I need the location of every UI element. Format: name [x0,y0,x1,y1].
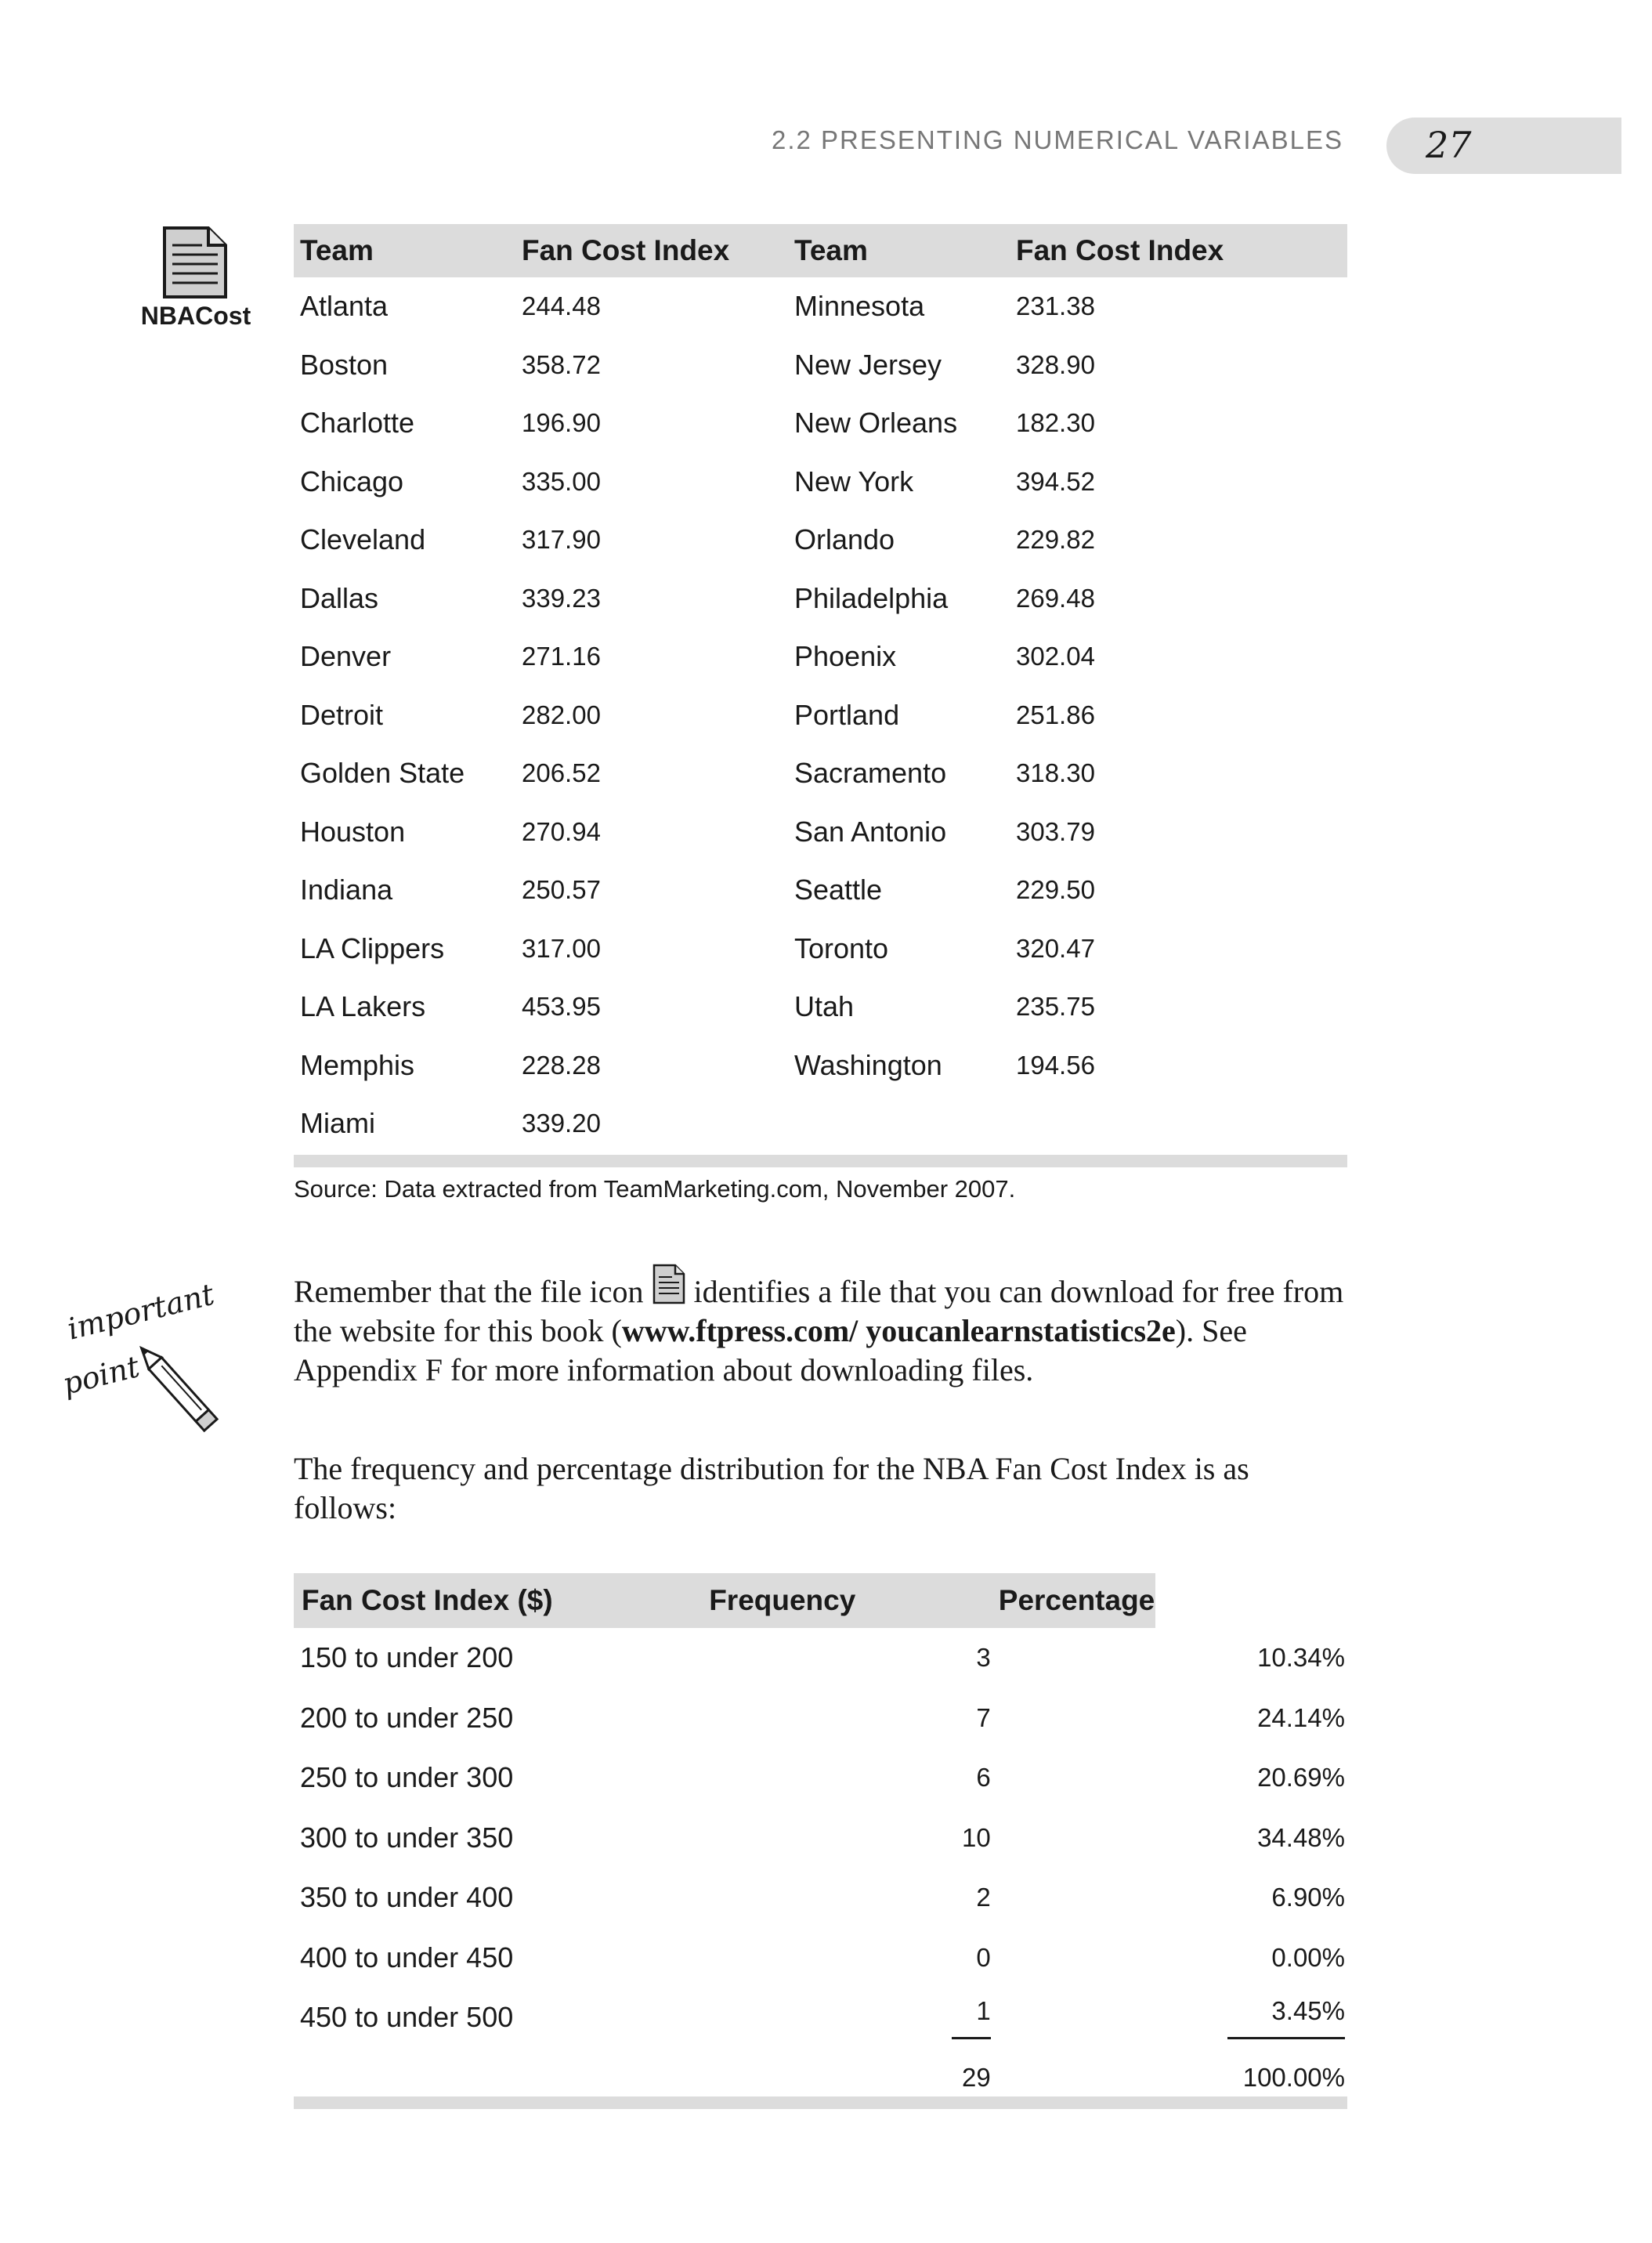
fan-cost-index: 196.90 [522,408,601,438]
fan-cost-index: 244.48 [522,291,601,321]
fan-cost-index: 269.48 [1016,583,1095,613]
download-paragraph [294,1263,1347,1390]
team-name: New Orleans [794,407,958,440]
team-name: Washington [794,1048,942,1081]
file-icon[interactable] [157,222,235,300]
team-name: LA Clippers [300,932,445,964]
fan-cost-index: 358.72 [522,349,601,379]
cost-range: 250 to under 300 [300,1761,514,1794]
team-name: Toronto [794,932,889,964]
freq-header-range: Fan Cost Index ($) [294,1573,701,1628]
table-row [294,1036,1347,1095]
table-row [294,1748,1347,1808]
spacer [991,1688,1156,1749]
spacer [991,1748,1156,1808]
percentage-value-text: 3.45% [1227,1996,1345,2039]
freq-header-percentage: Percentage [991,1573,1156,1628]
spacer [1346,1808,1347,1869]
header-index-1: Fan Cost Index [515,224,788,277]
table-row [294,1988,1347,2048]
fan-cost-index: 194.56 [1016,1050,1095,1080]
frequency-value-text: 1 [952,1996,991,2039]
percentage-value [1155,1988,1346,2048]
header-team-2: Team [788,224,1010,277]
fan-cost-index: 394.52 [1016,466,1095,496]
team-name: Golden State [300,757,465,790]
fan-cost-index: 282.00 [522,700,601,729]
frequency-table [294,1573,1347,2107]
file-label: NBACost [140,302,251,330]
table-row [294,1808,1347,1869]
distribution-intro: The frequency and percentage distribution for the NBA Fan Cost Index is as follows: [294,1451,1249,1525]
percentage-value: 0.00% [1271,1942,1345,1972]
team-name: Cleveland [300,523,426,556]
spacer [991,1868,1156,1928]
spacer [991,1628,1156,1688]
team-name: Indiana [300,874,393,906]
table-row [294,686,1347,745]
team-fan-cost-table [294,224,1347,1153]
fan-cost-index: 182.30 [1016,408,1095,438]
inline-file-icon [652,1263,686,1305]
table-row [294,920,1347,979]
table-row [294,453,1347,512]
table-row [294,628,1347,686]
table-row [294,277,1347,336]
frequency-value: 3 [976,1643,991,1673]
running-head: 2.2 PRESENTING NUMERICAL VARIABLES [771,125,1343,154]
freq-table-bottom-rule [294,2096,1347,2109]
team-name: Denver [300,640,392,673]
team-name: Dallas [300,581,379,614]
fan-cost-index: 302.04 [1016,642,1095,671]
team-name: Detroit [300,698,384,731]
fan-cost-index: 328.90 [1016,349,1095,379]
para1-text-b: identifies a file that you can download for free from the website for this book ( [294,1274,1344,1348]
percentage-value: 20.69% [1257,1763,1345,1793]
cost-range: 350 to under 400 [300,1881,514,1914]
team-name: Seattle [794,874,883,906]
table-row [294,570,1347,628]
para1-text-c: ). See Appendix F for more information about downloading files. [294,1313,1247,1387]
fan-cost-index: 339.23 [522,583,601,613]
table-row [294,744,1347,803]
team-name: Miami [300,1107,375,1140]
cost-range: 450 to under 500 [300,2001,514,2034]
fan-cost-index: 206.52 [522,758,601,788]
team-name: Orlando [794,523,895,556]
table-row [294,394,1347,453]
fan-cost-index: 317.00 [522,933,601,963]
page-number: 27 [1426,124,1472,166]
percentage-value: 6.90% [1271,1883,1345,1912]
frequency-value: 2 [976,1883,991,1912]
spacer [1346,1628,1347,1688]
spacer [1346,1688,1347,1749]
fan-cost-index: 317.90 [522,525,601,555]
important-point-note [55,1277,258,1449]
team-name: Charlotte [300,407,415,440]
margin-note-line1: important [63,1277,218,1347]
fan-cost-index: 335.00 [522,466,601,496]
table-row [294,1094,1347,1153]
table-header-row [294,224,1347,277]
table-row [294,978,1347,1036]
fan-cost-index: 453.95 [522,992,601,1022]
team-name: Sacramento [794,757,947,790]
team-name [788,1094,1010,1153]
table-row [294,336,1347,395]
team-name: New Jersey [794,348,942,381]
spacer [1346,1868,1347,1928]
spacer [1346,1928,1347,1988]
cost-range: 200 to under 250 [300,1701,514,1734]
book-url-link[interactable]: www.ftpress.com/ youcanlearnstatistics2e [621,1313,1176,1348]
fan-cost-index: 229.82 [1016,525,1095,555]
cost-range: 150 to under 200 [300,1641,514,1674]
percentage-value: 10.34% [1257,1643,1345,1673]
total-percentage: 100.00% [1242,2062,1345,2092]
total-frequency: 29 [962,2062,991,2092]
team-name: Portland [794,698,900,731]
team-name: Memphis [300,1048,415,1081]
freq-header-row [294,1573,1347,1628]
fan-cost-index: 250.57 [522,875,601,905]
spacer [1346,1748,1347,1808]
table-bottom-rule [294,1155,1347,1167]
team-name: Chicago [300,465,404,497]
table-row [294,861,1347,920]
frequency-value: 7 [976,1702,991,1732]
table-row [294,1628,1347,1688]
spacer [991,1928,1156,1988]
fan-cost-index: 271.16 [522,642,601,671]
percentage-value: 34.48% [1257,1822,1345,1852]
table-row [294,511,1347,570]
frequency-value: 6 [976,1763,991,1793]
table-row [294,1688,1347,1749]
team-name: Atlanta [300,290,389,323]
frequency-value: 0 [976,1942,991,1972]
fan-cost-index: 303.79 [1016,816,1095,846]
team-name: Boston [300,348,389,381]
team-name: Phoenix [794,640,897,673]
margin-note-line2: point [59,1349,143,1402]
page-number-tab [1386,118,1621,174]
team-name: Utah [794,990,855,1023]
source-note: Source: Data extracted from TeamMarketing.com, November 2007. [294,1175,1016,1203]
fan-cost-index: 228.28 [522,1050,601,1080]
spacer [991,1808,1156,1869]
cost-range: 400 to under 450 [300,1941,514,1973]
team-name: San Antonio [794,815,947,848]
fan-cost-index: 231.38 [1016,291,1095,321]
frequency-value [701,1988,991,2048]
freq-header-frequency: Frequency [701,1573,991,1628]
fan-cost-index: 318.30 [1016,758,1095,788]
cost-range: 300 to under 350 [300,1821,514,1854]
team-name: Philadelphia [794,581,949,614]
fan-cost-index: 251.86 [1016,700,1095,729]
team-name: LA Lakers [300,990,426,1023]
para1-text-a: Remember that the file icon [294,1274,644,1309]
spacer [1346,1988,1347,2048]
header-team-1: Team [294,224,515,277]
table-row [294,803,1347,862]
fan-cost-index: 270.94 [522,816,601,846]
percentage-value: 24.14% [1257,1702,1345,1732]
table-row [294,1868,1347,1928]
header-index-2: Fan Cost Index [1010,224,1347,277]
team-name: Houston [300,815,406,848]
frequency-value: 10 [962,1822,991,1852]
fan-cost-index: 320.47 [1016,933,1095,963]
spacer [991,1988,1156,2048]
pencil-icon [135,1342,217,1431]
table-row [294,1928,1347,1988]
team-name: New York [794,465,914,497]
fan-cost-index: 229.50 [1016,875,1095,905]
fan-cost-index: 339.20 [522,1109,601,1138]
fan-cost-index [1010,1094,1347,1153]
fan-cost-index: 235.75 [1016,992,1095,1022]
team-name: Minnesota [794,290,925,323]
